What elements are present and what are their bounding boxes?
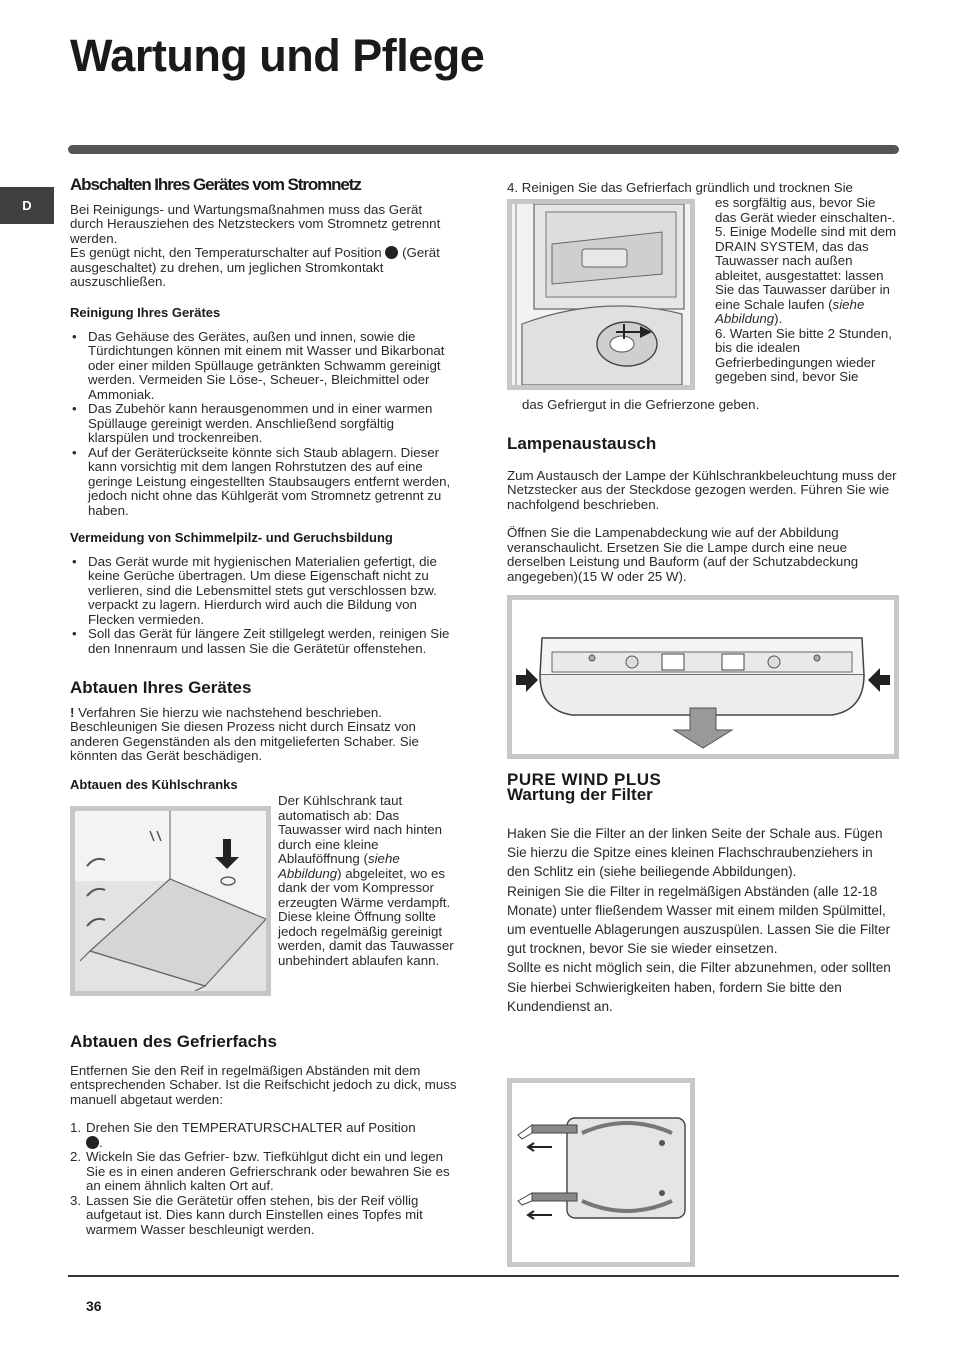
mould-list [70,555,458,657]
disconnect-paragraph-1: Bei Reinigungs- und Wartungsmaßnahmen muss das Gerät durch Herausziehen des Netzsteckers vom Stromnetz getrennt werden. [70,201,441,246]
filter-maintenance-heading: Wartung der Filter [507,784,653,804]
list-item: • Soll das Gerät für längere Zeit stillgelegt werden, reinigen Sie den Innenraum und lassen Sie die Gerätetür offenstehen. [70,627,458,656]
freezer-drain-graphic [512,204,690,385]
freezer-drain-illustration [507,199,695,390]
page-number: 36 [86,1298,102,1314]
disconnect-heading: Abschalten Ihres Gerätes vom Stromnetz [70,175,361,194]
fridge-defrost-text: Der Kühlschrank taut automatisch ab: Das Tauwasser wird nach hinten durch eine kleine Ablauföffnung (siehe Abbildung) abgeleitet, wo es dank der vom Kompressor erzeugten Wärme verdampft. Diese kleine Öffnung sollte jedoch regelmäßig gereinigt werden, damit das Tauwasser unbehindert ablaufen kann. [278,793,454,968]
step-6-end: das Gefriergut in die Gefrierzone geben. [522,397,760,412]
freezer-intro: Entfernen Sie den Reif in regelmäßigen Abständen mit dem entsprechenden Schaber. Ist die Reifschicht jedoch zu dick, muss manuell abgetaut werden: [70,1062,457,1107]
lamp-paragraph-1: Zum Austausch der Lampe der Kühlschrankbeleuchtung muss der Netzstecker aus der Steckdose gezogen werden. Führen Sie wie nachfolgend beschrieben. [507,467,897,512]
fridge-defrost-heading: Abtauen des Kühlschranks [70,776,238,792]
fridge-drain-illustration [70,806,271,996]
mould-heading: Vermeidung von Schimmelpilz- und Geruchsbildung [70,530,393,545]
section-purewind [507,770,899,1016]
page-title: Wartung und Pflege [70,30,485,81]
list-item: 3. Lassen Sie die Gerätetür offen stehen, bis der Reif völlig aufgetaut ist. Dies kann durch Einstellen eines Topfes mit warmem Wasser beschleunigt werden. [70,1192,423,1237]
list-item: • Das Gerät wurde mit hygienischen Materialien gefertigt, die keine Gerüche übertragen. Um diese Eigenschaft nicht zu verlieren, sind die Lebensmittel stets gut verschlossen bzw. verpackt zu lagern. Hierdurch wird auch die Bildung von Flecken vermieden. [70,555,458,628]
section-lamp [507,434,899,584]
cleaning-list [70,330,458,519]
top-divider [68,145,899,154]
defrost-warning: ! Verfahren Sie hierzu wie nachstehend beschrieben. Beschleunigen Sie diesen Prozess nicht durch Einsatz von anderen Gegenständen als den mitgelieferten Schaber. Sie könnten das Gerät beschädigen. [70,704,419,763]
warning-icon: ! [70,704,75,720]
purewind-paragraph-2: Reinigen Sie die Filter in regelmäßigen Abständen (alle 12-18 Monate) unter fließendem Wasser mit einem milden Spülmittel, um eventuelle Ablagerungen auszuspülen. Lassen Sie die Filter gut trocknen, bevor Sie sie wieder einsetzen. [507,883,891,957]
purewind-paragraph-1: Haken Sie die Filter an der linken Seite der Schale aus. Fügen Sie hierzu die Spitze eines kleinen Flachschraubenziehers in den Schlitz ein (siehe beiliegende Abbildungen). [507,826,883,880]
section-freezer [70,1032,458,1237]
section-cleaning [70,306,458,518]
purewind-heading: PURE WIND PLUS [507,770,662,789]
filter-removal-illustration [507,1078,695,1267]
section-disconnect [70,175,458,290]
list-item: • Das Zubehör kann herausgenommen und in einer warmen Spüllauge gereinigt werden. Anschließend sorgfältig klarspülen und trockenreiben. [70,402,458,446]
list-item: • Auf der Geräterückseite könnte sich Staub ablagern. Dieser kann vorsichtig mit dem langen Rohrstutzen des auf eine geringe Leistung eingestellten Staubsaugers entfernt werden, jedoch nicht ohne das Kühlgerät vom Stromnetz getrennt zu haben. [70,446,458,519]
lamp-cover-graphic [512,600,894,754]
off-position-icon [86,1136,99,1149]
off-position-icon [385,246,398,259]
bottom-divider [68,1275,899,1277]
freezer-steps [70,1121,458,1237]
filter-removal-graphic [512,1083,690,1262]
defrost-heading: Abtauen Ihres Gerätes [70,678,252,697]
cleaning-heading: Reinigung Ihres Gerätes [70,305,221,320]
lamp-heading: Lampenaustausch [507,434,657,453]
section-mould [70,531,458,656]
freezer-heading: Abtauen des Gefrierfachs [70,1032,277,1051]
lamp-paragraph-2: Öffnen Sie die Lampenabdeckung wie auf der Abbildung veranschaulicht. Ersetzen Sie die Lampe durch eine neue derselben Leistung und Bauform (auf der Schutzabdeckung angegeben)(15 W oder 25 W). [507,525,859,584]
list-item: 2. Wickeln Sie das Gefrier- bzw. Tiefkühlgut dicht ein und legen Sie es in einen anderen Gefrierschrank oder bewahren Sie es an einem ähnlich kalten Ort auf. [70,1149,450,1193]
steps-4-to-6: es sorgfältig aus, bevor Sie das Gerät wieder einschalten-. 5. Einige Modelle sind mit dem DRAIN SYSTEM, das das Tauwasser nach außen ableitet, ausgestattet: lassen Sie das Tauwasser darüber in eine Schale laufen (siehe Abbildung). 6. Warten Sie bitte 2 Stunden, bis die idealen Gefrierbedingungen wieder gegeben sind, bevor Sie [715,195,897,384]
fridge-interior-graphic [75,811,266,991]
step-4-line: 4. Reinigen Sie das Gefrierfach gründlich und trocknen Sie [507,180,853,195]
language-tab: D [0,187,54,224]
lamp-cover-illustration [507,595,899,759]
disconnect-paragraph-2: Es genügt nicht, den Temperaturschalter auf Position (Gerät ausgeschaltet) zu drehen, um jeglichen Stromkontakt auszuschließen. [70,245,440,289]
list-item: • Das Gehäuse des Gerätes, außen und innen, sowie die Türdichtungen können mit einem mit Wasser und Bikarbonat oder einer milden Spüllauge getränkten Schwamm gereinigt werden. Vermeiden Sie Löse-, Scheuer-, Bleichmittel oder Ammoniak. [70,330,458,403]
list-item: 1. Drehen Sie den TEMPERATURSCHALTER auf Position . [70,1120,416,1150]
purewind-paragraph-3: Sollte es nicht möglich sein, die Filter abzunehmen, oder sollten Sie hierbei Schwierigkeiten haben, fordern Sie bitte den Kundendienst an. [507,960,891,1014]
section-defrost [70,678,458,792]
